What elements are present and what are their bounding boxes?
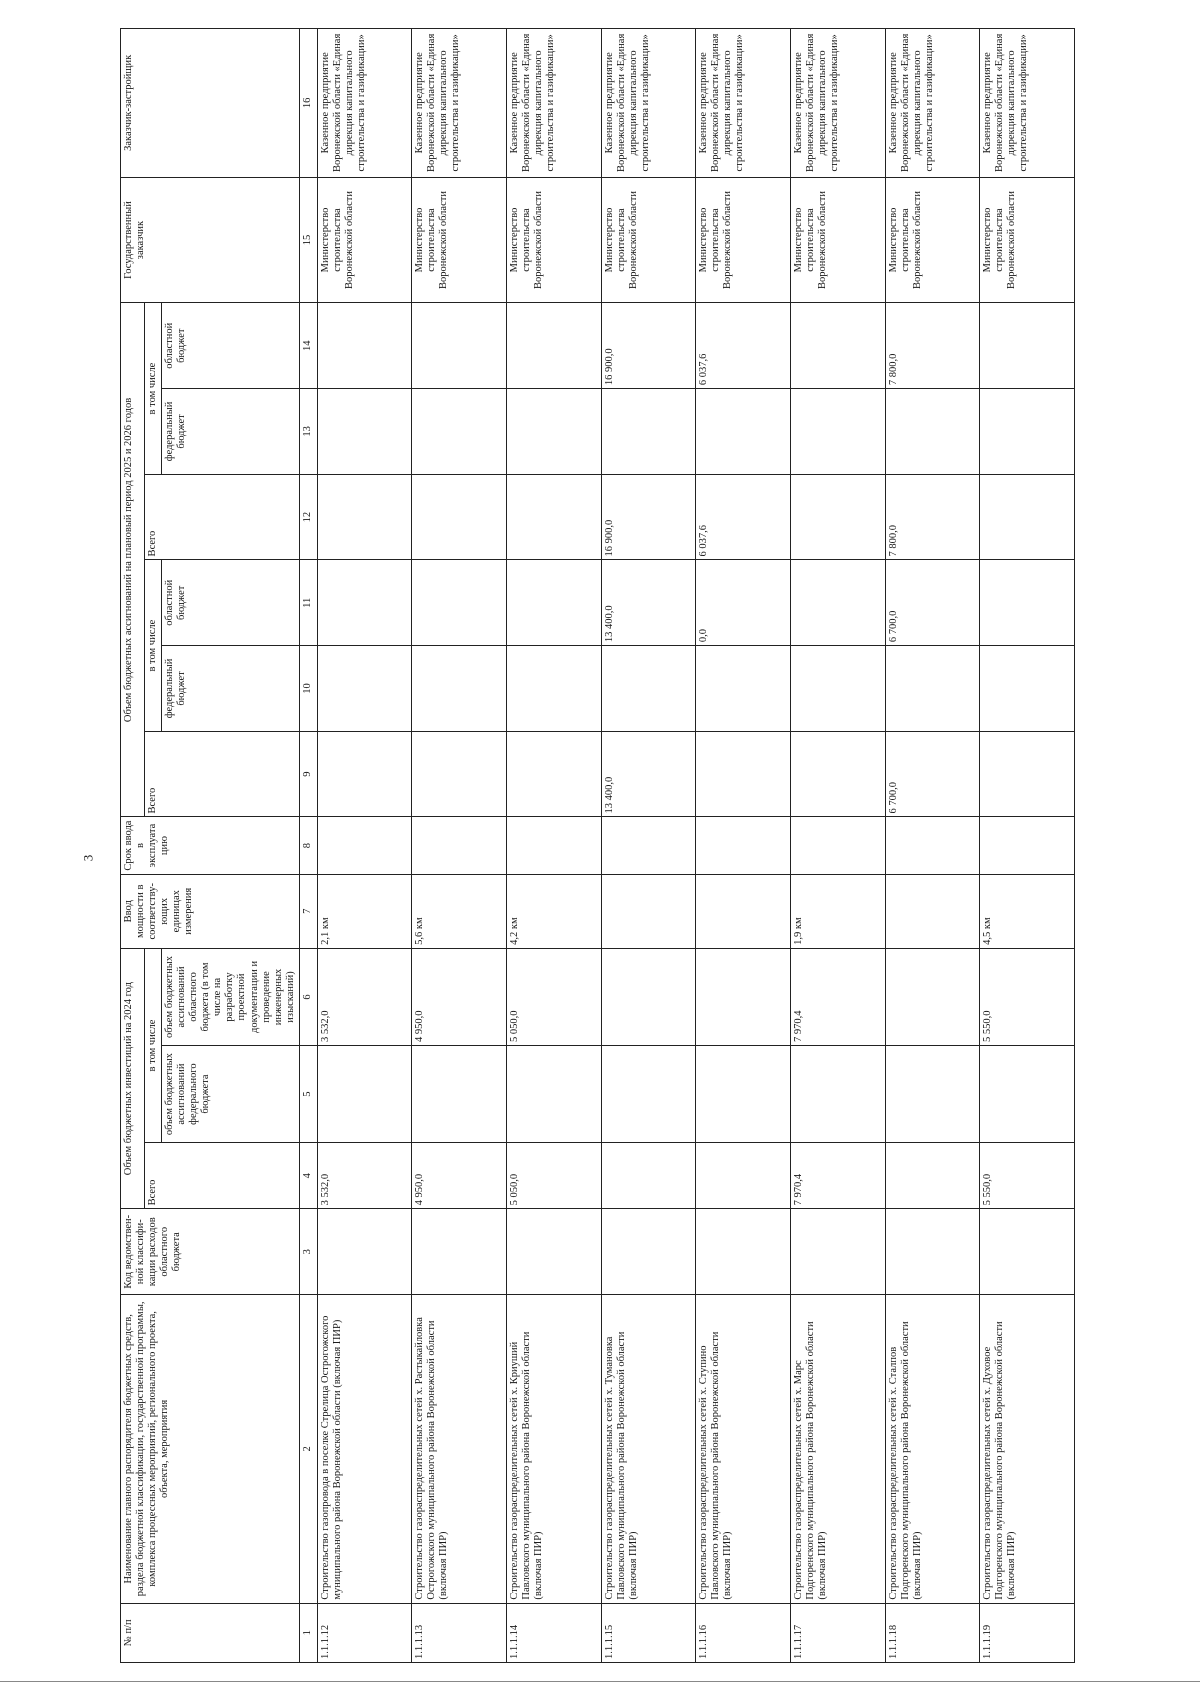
table-cell bbox=[317, 560, 412, 646]
table-cell bbox=[506, 817, 601, 874]
table-cell bbox=[317, 389, 412, 475]
table-row bbox=[790, 29, 885, 1663]
header-code: Код ведомствен-ной классифи-кации расходов областного бюджета bbox=[121, 1209, 300, 1295]
table-cell: 16 900,0 bbox=[601, 474, 696, 560]
table-cell bbox=[980, 474, 1075, 560]
table-cell bbox=[980, 1209, 1075, 1295]
table-cell bbox=[696, 1143, 791, 1209]
table-cell bbox=[506, 1209, 601, 1295]
table-cell bbox=[601, 948, 696, 1045]
table-cell: 13 400,0 bbox=[601, 560, 696, 646]
table-cell bbox=[412, 817, 507, 874]
column-number-cell: 13 bbox=[299, 389, 317, 475]
table-cell bbox=[885, 646, 980, 732]
table-cell bbox=[412, 1046, 507, 1143]
column-number-cell: 14 bbox=[299, 303, 317, 389]
table-cell bbox=[601, 1209, 696, 1295]
table-cell bbox=[790, 817, 885, 874]
table-cell: Казенное предприятие Воронежской области «Единая дирекция капитального строительства и газификации» bbox=[317, 29, 412, 178]
table-cell: 7 970,4 bbox=[790, 1143, 885, 1209]
table-cell bbox=[317, 646, 412, 732]
table-cell bbox=[412, 560, 507, 646]
row-id-cell: 1.1.1.14 bbox=[506, 1603, 601, 1662]
column-number-cell: 12 bbox=[299, 474, 317, 560]
rotated-table-container bbox=[120, 28, 1075, 1663]
header-reg-2024: объем бюджетных ассигнований областного бюджета (в том числе на разработку проектной документации и проведение инженерных изысканий) bbox=[162, 948, 300, 1045]
column-number-cell: 15 bbox=[299, 177, 317, 303]
table-cell: Казенное предприятие Воронежской области «Единая дирекция капитального строительства и газификации» bbox=[885, 29, 980, 178]
table-row bbox=[317, 29, 412, 1663]
header-reg-2025: областной бюджет bbox=[162, 560, 300, 646]
row-id-cell: 1.1.1.16 bbox=[696, 1603, 791, 1662]
table-cell: 1,9 км bbox=[790, 874, 885, 948]
header-num: № п/п bbox=[121, 1603, 300, 1662]
table-cell: 0,0 bbox=[696, 560, 791, 646]
column-number-cell: 16 bbox=[299, 29, 317, 178]
table-cell: Казенное предприятие Воронежской области «Единая дирекция капитального строительства и газификации» bbox=[506, 29, 601, 178]
table-cell bbox=[696, 646, 791, 732]
header-term: Срок ввода в эксплуата цию bbox=[121, 817, 300, 874]
table-cell bbox=[317, 1209, 412, 1295]
column-number-cell: 4 bbox=[299, 1143, 317, 1209]
table-cell: 6 037,6 bbox=[696, 303, 791, 389]
row-id-cell: 1.1.1.12 bbox=[317, 1603, 412, 1662]
table-cell: 4 950,0 bbox=[412, 1143, 507, 1209]
table-cell bbox=[885, 389, 980, 475]
header-planned: Объем бюджетных ассигнований на плановый период 2025 и 2026 годов bbox=[121, 303, 145, 817]
header-fed-2026: федеральный бюджет bbox=[162, 389, 300, 475]
table-row bbox=[506, 29, 601, 1663]
table-cell bbox=[412, 474, 507, 560]
table-cell bbox=[980, 389, 1075, 475]
table-cell bbox=[601, 817, 696, 874]
table-cell bbox=[506, 474, 601, 560]
table-cell: 2,1 км bbox=[317, 874, 412, 948]
table-cell bbox=[980, 1046, 1075, 1143]
table-cell bbox=[506, 731, 601, 817]
column-number-cell: 2 bbox=[299, 1295, 317, 1604]
table-cell bbox=[790, 731, 885, 817]
budget-table bbox=[120, 28, 1075, 1663]
header-fed-2025: федеральный бюджет bbox=[162, 646, 300, 732]
table-cell bbox=[601, 874, 696, 948]
column-number-cell: 9 bbox=[299, 731, 317, 817]
row-id-cell: 1.1.1.18 bbox=[885, 1603, 980, 1662]
table-cell bbox=[412, 731, 507, 817]
table-cell: Министерство строительства Воронежской области bbox=[601, 177, 696, 303]
table-cell bbox=[506, 560, 601, 646]
object-name-cell: Строительство газораспределительных сетей х. Тумановка Павловского муниципального района Воронежской области (включая ПИР) bbox=[601, 1295, 696, 1604]
header-2024: Объем бюджетных инвестиций на 2024 год bbox=[121, 948, 145, 1209]
table-cell: 5 050,0 bbox=[506, 948, 601, 1045]
table-cell bbox=[696, 948, 791, 1045]
header-total-2025: Всего bbox=[145, 731, 300, 817]
header-name: Наименование главного распорядителя бюджетных средств, раздела бюджетной классификации, государственной программы, комплекса процессных мероприятий, регионального проекта, объекта, мероприятия bbox=[121, 1295, 300, 1604]
column-number-cell: 7 bbox=[299, 874, 317, 948]
table-cell: Казенное предприятие Воронежской области «Единая дирекция капитального строительства и газификации» bbox=[412, 29, 507, 178]
table-cell bbox=[790, 560, 885, 646]
object-name-cell: Строительство газораспределительных сетей х. Криуший Павловского муниципального района Воронежской области (включая ПИР) bbox=[506, 1295, 601, 1604]
object-name-cell: Строительство газопровода в поселке Стрелица Острогожского муниципального района Воронежской области (включая ПИР) bbox=[317, 1295, 412, 1604]
table-cell bbox=[506, 646, 601, 732]
table-cell bbox=[885, 948, 980, 1045]
table-cell bbox=[601, 1046, 696, 1143]
column-number-cell: 10 bbox=[299, 646, 317, 732]
table-cell bbox=[506, 303, 601, 389]
header-state-customer: Государственный заказчик bbox=[121, 177, 300, 303]
header-total-2024: Всего bbox=[145, 1143, 300, 1209]
table-row bbox=[696, 29, 791, 1663]
table-cell bbox=[696, 1046, 791, 1143]
header-incl-2024: в том числе bbox=[145, 948, 162, 1142]
table-cell bbox=[412, 646, 507, 732]
table-cell bbox=[790, 389, 885, 475]
table-cell bbox=[885, 1046, 980, 1143]
table-cell: Министерство строительства Воронежской области bbox=[885, 177, 980, 303]
table-cell bbox=[412, 1209, 507, 1295]
column-number-cell: 1 bbox=[299, 1603, 317, 1662]
object-name-cell: Строительство газораспределительных сетей х. Ступино Павловского муниципального района Воронежской области (включая ПИР) bbox=[696, 1295, 791, 1604]
page-bottom-divider bbox=[0, 1681, 1200, 1682]
table-cell: 6 037,6 bbox=[696, 474, 791, 560]
table-cell bbox=[412, 389, 507, 475]
table-row bbox=[885, 29, 980, 1663]
table-cell bbox=[412, 303, 507, 389]
header-capacity: Ввод мощности в соответству-ющих единицах измерения bbox=[121, 874, 300, 948]
table-cell: 4,5 км bbox=[980, 874, 1075, 948]
table-cell: 7 800,0 bbox=[885, 474, 980, 560]
table-cell: 5 550,0 bbox=[980, 1143, 1075, 1209]
table-cell: 3 532,0 bbox=[317, 1143, 412, 1209]
table-cell: 5 550,0 bbox=[980, 948, 1075, 1045]
header-reg-2026: областной бюджет bbox=[162, 303, 300, 389]
column-number-cell: 11 bbox=[299, 560, 317, 646]
table-cell bbox=[696, 1209, 791, 1295]
table-cell: 3 532,0 bbox=[317, 948, 412, 1045]
row-id-cell: 1.1.1.17 bbox=[790, 1603, 885, 1662]
table-cell bbox=[885, 874, 980, 948]
column-number-cell: 3 bbox=[299, 1209, 317, 1295]
table-cell: 6 700,0 bbox=[885, 560, 980, 646]
row-id-cell: 1.1.1.19 bbox=[980, 1603, 1075, 1662]
table-cell bbox=[317, 1046, 412, 1143]
object-name-cell: Строительство газораспределительных сетей х. Сталпов Подгоренского муниципального района Воронежской области (включая ПИР) bbox=[885, 1295, 980, 1604]
table-cell: 5,6 км bbox=[412, 874, 507, 948]
table-cell bbox=[506, 389, 601, 475]
table-cell: 4,2 км bbox=[506, 874, 601, 948]
table-cell bbox=[790, 646, 885, 732]
table-cell: Министерство строительства Воронежской области bbox=[696, 177, 791, 303]
header-incl-2026: в том числе bbox=[145, 303, 162, 474]
header-total-2026: Всего bbox=[145, 474, 300, 560]
table-cell: Казенное предприятие Воронежской области «Единая дирекция капитального строительства и газификации» bbox=[980, 29, 1075, 178]
table-cell bbox=[980, 817, 1075, 874]
table-cell: 5 050,0 bbox=[506, 1143, 601, 1209]
table-cell bbox=[601, 646, 696, 732]
table-cell bbox=[317, 474, 412, 560]
header-fed-2024: объем бюджетных ассигнований федерального бюджета bbox=[162, 1046, 300, 1143]
table-cell bbox=[790, 1046, 885, 1143]
table-cell bbox=[980, 646, 1075, 732]
table-cell: Казенное предприятие Воронежской области «Единая дирекция капитального строительства и газификации» bbox=[696, 29, 791, 178]
table-cell bbox=[885, 1143, 980, 1209]
table-body bbox=[299, 29, 1074, 1663]
table-cell bbox=[317, 817, 412, 874]
table-cell bbox=[506, 1046, 601, 1143]
table-cell bbox=[790, 1209, 885, 1295]
header-incl-2025: в том числе bbox=[145, 560, 162, 731]
object-name-cell: Строительство газораспределительных сетей х. Растыкайловка Острогожского муниципального района Воронежской области (включая ПИР) bbox=[412, 1295, 507, 1604]
table-row bbox=[601, 29, 696, 1663]
page-number: 3 bbox=[80, 854, 96, 862]
column-numbers-row bbox=[299, 29, 317, 1663]
table-cell bbox=[885, 817, 980, 874]
table-cell bbox=[317, 731, 412, 817]
table-cell bbox=[317, 303, 412, 389]
table-cell: Министерство строительства Воронежской области bbox=[980, 177, 1075, 303]
table-cell: 4 950,0 bbox=[412, 948, 507, 1045]
table-cell bbox=[980, 731, 1075, 817]
table-cell bbox=[790, 474, 885, 560]
row-id-cell: 1.1.1.15 bbox=[601, 1603, 696, 1662]
table-cell: 6 700,0 bbox=[885, 731, 980, 817]
table-cell: Казенное предприятие Воронежской области «Единая дирекция капитального строительства и газификации» bbox=[601, 29, 696, 178]
column-number-cell: 5 bbox=[299, 1046, 317, 1143]
table-cell bbox=[696, 389, 791, 475]
table-cell bbox=[601, 1143, 696, 1209]
table-row bbox=[980, 29, 1075, 1663]
table-cell bbox=[601, 389, 696, 475]
row-id-cell: 1.1.1.13 bbox=[412, 1603, 507, 1662]
table-row bbox=[412, 29, 507, 1663]
table-cell bbox=[696, 874, 791, 948]
object-name-cell: Строительство газораспределительных сетей х. Духовое Подгоренского муниципального района Воронежской области (включая ПИР) bbox=[980, 1295, 1075, 1604]
column-number-cell: 6 bbox=[299, 948, 317, 1045]
table-cell bbox=[885, 1209, 980, 1295]
table-cell: 7 800,0 bbox=[885, 303, 980, 389]
table-cell: Министерство строительства Воронежской области bbox=[790, 177, 885, 303]
table-cell: 13 400,0 bbox=[601, 731, 696, 817]
table-cell: Министерство строительства Воронежской области bbox=[412, 177, 507, 303]
table-cell: 7 970,4 bbox=[790, 948, 885, 1045]
table-cell bbox=[980, 560, 1075, 646]
table-cell: Министерство строительства Воронежской области bbox=[506, 177, 601, 303]
table-cell bbox=[696, 731, 791, 817]
column-number-cell: 8 bbox=[299, 817, 317, 874]
table-cell: Министерство строительства Воронежской области bbox=[317, 177, 412, 303]
table-cell bbox=[790, 303, 885, 389]
object-name-cell: Строительство газораспределительных сетей х. Марс Подгоренского муниципального района Воронежской области (включая ПИР) bbox=[790, 1295, 885, 1604]
table-cell: 16 900,0 bbox=[601, 303, 696, 389]
table-cell bbox=[696, 817, 791, 874]
header-developer: Заказчик-застройщик bbox=[121, 29, 300, 178]
table-cell bbox=[980, 303, 1075, 389]
table-cell: Казенное предприятие Воронежской области «Единая дирекция капитального строительства и газификации» bbox=[790, 29, 885, 178]
